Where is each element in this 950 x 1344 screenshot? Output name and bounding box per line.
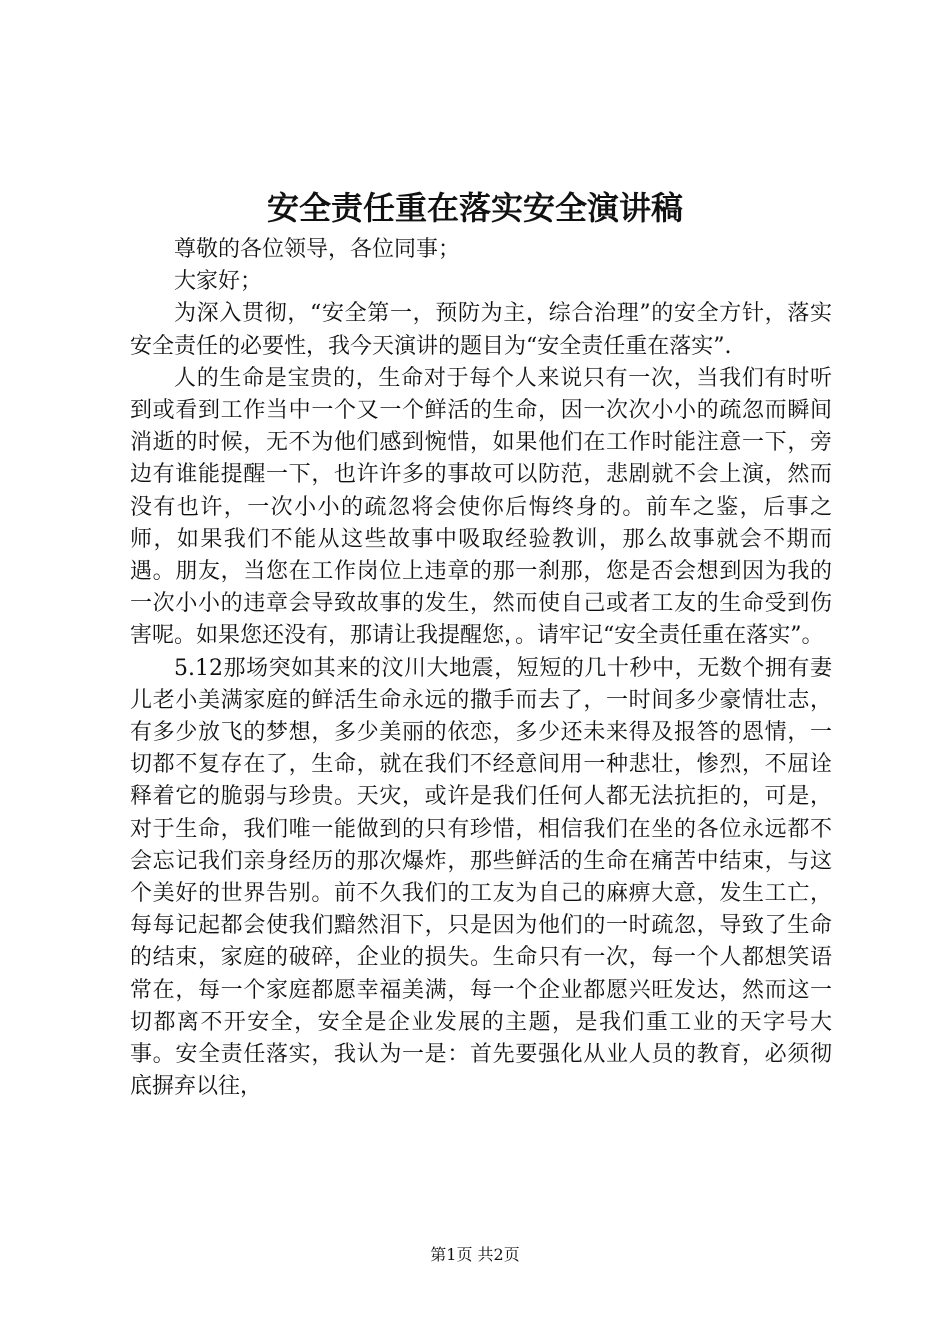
document-title: 安全责任重在落实安全演讲稿: [266, 189, 683, 227]
salutation: 尊敬的各位领导，各位同事；: [174, 237, 461, 262]
document-body: [130, 234, 832, 1103]
page-number-footer: 第1页 共2页: [430, 1245, 520, 1264]
body-paragraph: 为深入贯彻，“安全第一，预防为主，综合治理”的安全方针，落实安全责任的必要性，我今天演讲的题目为“安全责任重在落实”.: [130, 301, 832, 359]
body-paragraph: 人的生命是宝贵的，生命对于每个人来说只有一次，当我们有时听到或看到工作当中一个又一个鲜活的生命，因一次次小小的疏忽而瞬间消逝的时候，无不为他们感到惋惜，如果他们在工作时能注意一下，旁边有谁能提醒一下，也许许多的事故可以防范，悲剧就不会上演，然而没有也许，一次小小的疏忽将会使你后悔终身的。前车之鉴，后事之师，如果我们不能从这些故事中吸取经验教训，那么故事就会不期而遇。朋友，当您在工作岗位上违章的那一刹那，您是否会想到因为我的一次小小的违章会导致故事的发生，然而使自己或者工友的生命受到伤害呢。如果您还没有，那请让我提醒您，。请牢记“安全责任重在落实”。: [130, 365, 832, 649]
body-paragraph: 5.12那场突如其来的汶川大地震，短短的几十秒中，无数个拥有妻儿老小美满家庭的鲜活生命永远的撒手而去了，一时间多少豪情壮志，有多少放飞的梦想，多少美丽的依恋，多少还未来得及报答的恩情，一切都不复存在了，生命，就在我们不经意间用一种悲壮，惨烈，不屈诠释着它的脆弱与珍贵。天灾，或许是我们任何人都无法抗拒的，可是，对于生命，我们唯一能做到的只有珍惜，相信我们在坐的各位永远都不会忘记我们亲身经历的那次爆炸，那些鲜活的生命在痛苦中结束，与这个美好的世界告别。前不久我们的工友为自己的麻痹大意，发生工亡，每每记起都会使我们黯然泪下，只是因为他们的一时疏忽，导致了生命的结束，家庭的破碎，企业的损失。生命只有一次，每一个人都想笑语常在，每一个家庭都愿幸福美满，每一个企业都愿兴旺发达，然而这一切都离不开安全，安全是企业发展的主题，是我们重工业的天字号大事。安全责任落实，我认为一是：首先要强化从业人员的教育，必须彻底摒弃以往，: [130, 655, 832, 1100]
greeting: 大家好；: [174, 269, 263, 295]
